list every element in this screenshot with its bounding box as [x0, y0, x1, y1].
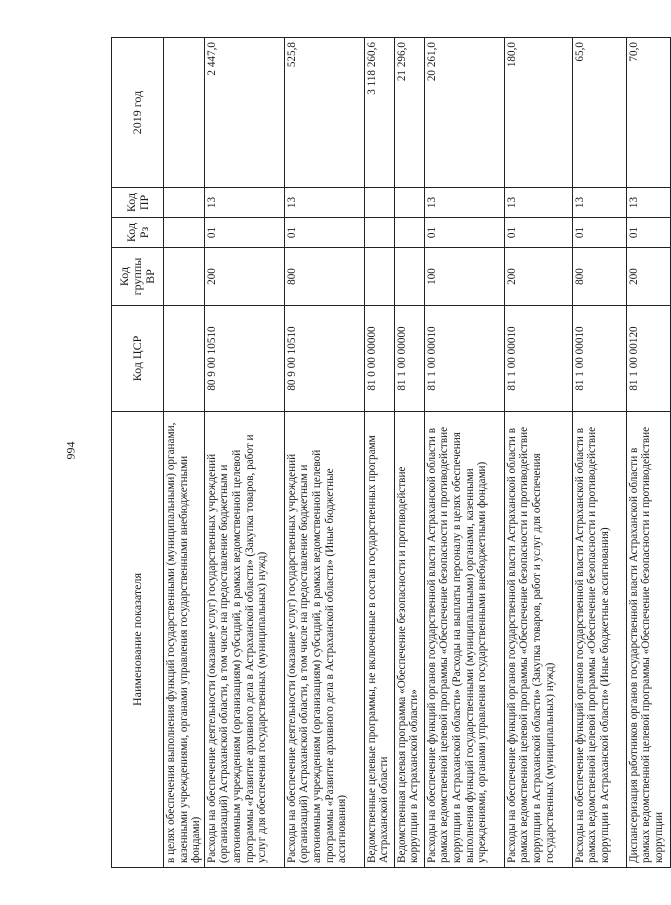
cell-csr: 81 0 00 00000 [364, 306, 394, 412]
cell-name: Ведомственные целевые программы, не включенные в состав государственных программ Астраханской области [364, 412, 394, 868]
cell-sum: 3 118 260,6 [364, 38, 394, 188]
table-row [504, 38, 572, 868]
cell-rz: 01 [424, 218, 504, 248]
header-vr: Код группы ВР [112, 248, 164, 306]
cell-name: Расходы на обеспечение деятельности (оказание услуг) государственных учреждений (организаций) Астраханской области, в том числе на предоставление бюджетным и автономным учреждениям (организациям) субсидий, в рамках ведомственной целевой программы «Развитие архивного дела в Астраханской области» (Закупка товаров, работ и услуг для обеспечения государственных (муниципальных) нужд) [204, 412, 284, 868]
header-rz: Код Рз [112, 218, 164, 248]
cell-rz [164, 218, 205, 248]
header-sum: 2019 год [112, 38, 164, 188]
cell-name: Расходы на обеспечение деятельности (оказание услуг) государственных учреждений (организаций) Астраханской области, в том числе на предоставление бюджетным и автономным учреждениям (организациям) субсидий, в рамках ведомственной целевой программы «Развитие архивного дела в Астраханской области» (Иные бюджетные ассигнования) [284, 412, 364, 868]
table-row [626, 38, 670, 868]
cell-sum: 525,8 [284, 38, 364, 188]
table-row [164, 38, 205, 868]
table-row [284, 38, 364, 868]
cell-pr [394, 188, 424, 218]
table-row [204, 38, 284, 868]
cell-csr: 80 9 00 10510 [204, 306, 284, 412]
cell-pr [164, 188, 205, 218]
cell-rz: 01 [626, 218, 670, 248]
cell-pr: 13 [424, 188, 504, 218]
cell-sum [164, 38, 205, 188]
cell-vr [364, 248, 394, 306]
cell-vr: 200 [504, 248, 572, 306]
cell-name: Диспансеризация работников органов государственной власти Астраханской области в рамках ведомственной целевой программы «Обеспечение безопасности и противодействие коррупции [626, 412, 670, 868]
cell-pr: 13 [284, 188, 364, 218]
table-row [424, 38, 504, 868]
cell-pr [364, 188, 394, 218]
cell-sum: 20 261,0 [424, 38, 504, 188]
cell-rz [364, 218, 394, 248]
cell-vr: 200 [626, 248, 670, 306]
cell-vr: 200 [204, 248, 284, 306]
page-number: 994 [63, 441, 78, 460]
cell-rz: 01 [504, 218, 572, 248]
cell-name: в целях обеспечения выполнения функций государственными (муниципальными) органами, казенными учреждениями, органами управления государственными внебюджетными фондами) [164, 412, 205, 868]
cell-csr: 81 1 00 00010 [572, 306, 626, 412]
cell-sum: 2 447,0 [204, 38, 284, 188]
table-row [364, 38, 394, 868]
cell-csr: 81 1 00 00010 [504, 306, 572, 412]
cell-sum: 21 296,0 [394, 38, 424, 188]
cell-csr [164, 306, 205, 412]
cell-name: Расходы на обеспечение функций органов государственной власти Астраханской области в рамках ведомственной целевой программы «Обеспечение безопасности и противодействие коррупции в Астраханской области» (Расходы на выплаты персоналу в целях обеспечения выполнения функций государственными (муниципальными) органами, казенными учреждениями, органами управления государственными внебюджетными фондами) [424, 412, 504, 868]
cell-csr: 81 1 00 00000 [394, 306, 424, 412]
cell-rz: 01 [284, 218, 364, 248]
cell-vr: 100 [424, 248, 504, 306]
cell-sum: 65,0 [572, 38, 626, 188]
cell-name: Расходы на обеспечение функций органов государственной власти Астраханской области в рамках ведомственной целевой программы «Обеспечение безопасности и противодействие коррупции в Астраханской области» (Закупка товаров, работ и услуг для обеспечения государственных (муниципальных) нужд) [504, 412, 572, 868]
cell-vr [394, 248, 424, 306]
budget-table [111, 37, 671, 868]
cell-sum: 70,0 [626, 38, 670, 188]
cell-vr: 800 [284, 248, 364, 306]
cell-pr: 13 [204, 188, 284, 218]
cell-vr [164, 248, 205, 306]
cell-csr: 81 1 00 00120 [626, 306, 670, 412]
cell-name: Расходы на обеспечение функций органов государственной власти Астраханской области в рамках ведомственной целевой программы «Обеспечение безопасности и противодействие коррупции в Астраханской области» (Иные бюджетные ассигнования) [572, 412, 626, 868]
table-header-row [112, 38, 164, 868]
header-name: Наименование показателя [112, 412, 164, 868]
table-row [572, 38, 626, 868]
header-pr: Код ПР [112, 188, 164, 218]
cell-sum: 180,0 [504, 38, 572, 188]
cell-rz: 01 [204, 218, 284, 248]
header-csr: Код ЦСР [112, 306, 164, 412]
cell-vr: 800 [572, 248, 626, 306]
cell-pr: 13 [626, 188, 670, 218]
cell-rz: 01 [572, 218, 626, 248]
cell-csr: 80 9 00 10510 [284, 306, 364, 412]
cell-rz [394, 218, 424, 248]
table-row [394, 38, 424, 868]
cell-pr: 13 [504, 188, 572, 218]
cell-csr: 81 1 00 00010 [424, 306, 504, 412]
cell-name: Ведомственная целевая программа «Обеспечение безопасности и противодействие коррупции в Астраханской области» [394, 412, 424, 868]
rotated-table-container [111, 38, 665, 868]
cell-pr: 13 [572, 188, 626, 218]
